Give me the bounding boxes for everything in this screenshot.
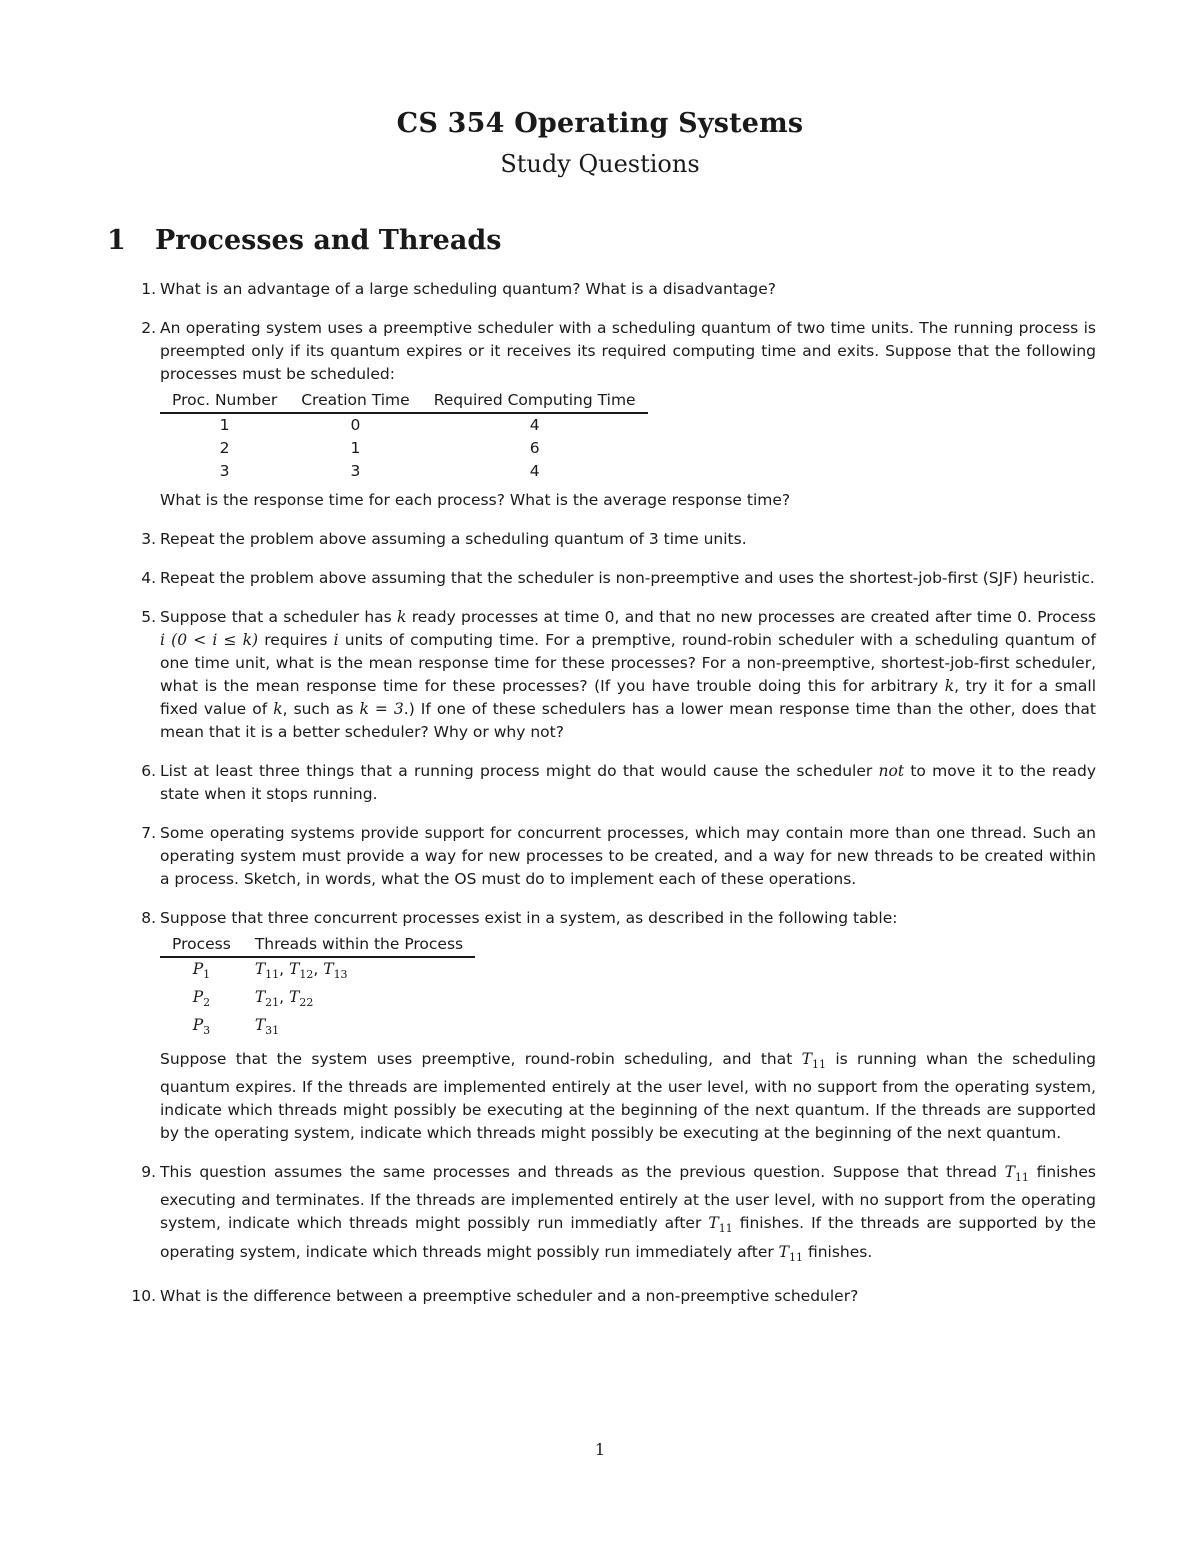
- math-var: i: [160, 631, 165, 649]
- question-5: [124, 606, 1096, 744]
- table-cell: $T_{31}$: [254, 1016, 280, 1038]
- table-cell: 1: [219, 416, 230, 434]
- document-subtitle: Study Questions: [500, 150, 700, 178]
- emphasis: not: [878, 762, 905, 780]
- question-2: [124, 317, 1096, 512]
- question-8: [124, 907, 1096, 1145]
- math-expr: (0 < i ≤ k): [171, 631, 259, 649]
- table-cell: 6: [529, 439, 540, 457]
- table-row: [160, 413, 648, 437]
- question-10: [124, 1285, 1096, 1308]
- table-header: Process: [160, 933, 243, 957]
- question-number: 1.: [141, 280, 156, 298]
- question-number: 6.: [141, 762, 156, 780]
- table-cell: 1: [350, 439, 361, 457]
- table-cell: $P_1$: [192, 960, 211, 982]
- question-text: Some operating systems provide support for concurrent processes, which may contain more than one thread. Such an operating system must provide a way for new processes to be created, and a way for new threads to be created within a process. Sketch, in words, what the OS must do to implement each of these operations.: [160, 824, 1096, 888]
- table-row: [160, 437, 648, 460]
- question-text: Repeat the problem above assuming a scheduling quantum of 3 time units.: [160, 530, 747, 548]
- table-cell: $P_3$: [192, 1016, 211, 1038]
- table-cell: $P_2$: [192, 988, 211, 1010]
- question-number: 5.: [141, 608, 156, 626]
- section-heading: [107, 225, 501, 256]
- question-9: [124, 1161, 1096, 1268]
- question-text: Suppose that three concurrent processes exist in a system, as described in the following table:: [160, 909, 898, 927]
- table-row: [160, 1014, 475, 1042]
- question-1: [124, 278, 1096, 301]
- question-3: [124, 528, 1096, 551]
- document-title: CS 354 Operating Systems: [396, 108, 804, 139]
- thread-table: [160, 933, 475, 1042]
- table-row: [160, 986, 475, 1014]
- table-header: Required Computing Time: [422, 389, 648, 413]
- table-header: Creation Time: [289, 389, 421, 413]
- table-cell: 4: [529, 462, 540, 480]
- question-text: This question assumes the same processes and threads as the previous question. Suppose that thread $T_{11}$ finishes executing and terminates. If the threads are implemented entirely at the user level, with no support from the operating system, indicate which threads might possibly run immediatly after $T_{11}$ finishes. If the threads are supported by the operating system, indicate which threads might possibly run immediately after $T_{11}$ finishes.: [160, 1163, 1096, 1264]
- table-cell: $T_{11}$, $T_{12}$, $T_{13}$: [254, 960, 348, 982]
- table-cell: 4: [529, 416, 540, 434]
- question-text: List at least three things that a running process might do that would cause the scheduler not to move it to the ready state when it stops running.: [160, 762, 1096, 803]
- page-number: 1: [594, 1440, 606, 1459]
- section-title: Processes and Threads: [155, 225, 502, 256]
- table-cell: 3: [350, 462, 361, 480]
- table-cell: 3: [219, 462, 230, 480]
- question-number: 8.: [141, 909, 156, 927]
- math-var: k: [944, 677, 955, 695]
- table-cell: $T_{21}$, $T_{22}$: [254, 988, 314, 1010]
- question-number: 7.: [141, 824, 156, 842]
- math-var: k: [273, 700, 283, 718]
- question-4: [124, 567, 1096, 590]
- question-6: [124, 760, 1096, 806]
- question-number: 2.: [141, 319, 156, 337]
- table-cell: 2: [219, 439, 230, 457]
- question-text: Repeat the problem above assuming that the scheduler is non-preemptive and uses the shortest-job-first (SJF) heuristic.: [160, 569, 1095, 587]
- question-number: 4.: [141, 569, 156, 587]
- question-text: What is an advantage of a large scheduling quantum? What is a disadvantage?: [160, 280, 776, 298]
- question-followup: Suppose that the system uses preemptive, round-robin scheduling, and that $T_{11}$ is running whan the scheduling quantum expires. If the threads are implemented entirely at the user level, with no support from the operating system, indicate which threads might possibly be executing at the beginning of the next quantum. If the threads are supported by the operating system, indicate which threads might possibly be executing at the beginning of the next quantum.: [160, 1050, 1096, 1143]
- math-var: i: [333, 631, 339, 649]
- question-number: 10.: [131, 1286, 156, 1305]
- question-text: An operating system uses a preemptive scheduler with a scheduling quantum of two time units. The running process is preempted only if its quantum expires or it receives its required computing time and exits. Suppose that the following processes must be scheduled:: [160, 319, 1096, 383]
- table-row: [160, 957, 475, 986]
- section-number: 1: [107, 225, 126, 256]
- question-7: [124, 822, 1096, 891]
- question-number: 3.: [141, 530, 156, 548]
- question-text: What is the difference between a preemptive scheduler and a non-preemptive scheduler?: [160, 1286, 859, 1305]
- question-followup: What is the response time for each process? What is the average response time?: [160, 491, 791, 509]
- table-cell: 0: [350, 416, 361, 434]
- question-list: [124, 278, 1096, 1324]
- question-text: Suppose that a scheduler has k ready processes at time 0, and that no new processes are created after time 0. Process i (0 < i ≤ k) requires i units of computing time. For a premptive, round-robin scheduler with a scheduling quantum of one time unit, what is the mean response time for these processes? For a non-preemptive, shortest-job-first scheduler, what is the mean response time for these processes? (If you have trouble doing this for arbitrary k, try it for a small fixed value of k, such as k = 3.) If one of these schedulers has a lower mean response time than the other, does that mean that it is a better scheduler? Why or why not?: [160, 608, 1096, 741]
- table-row: [160, 460, 648, 483]
- process-table: [160, 389, 648, 483]
- question-number: 9.: [141, 1163, 156, 1182]
- math-expr: k = 3: [359, 700, 404, 718]
- table-header: Proc. Number: [160, 389, 289, 413]
- math-var: k: [397, 608, 407, 626]
- table-header: Threads within the Process: [243, 933, 475, 957]
